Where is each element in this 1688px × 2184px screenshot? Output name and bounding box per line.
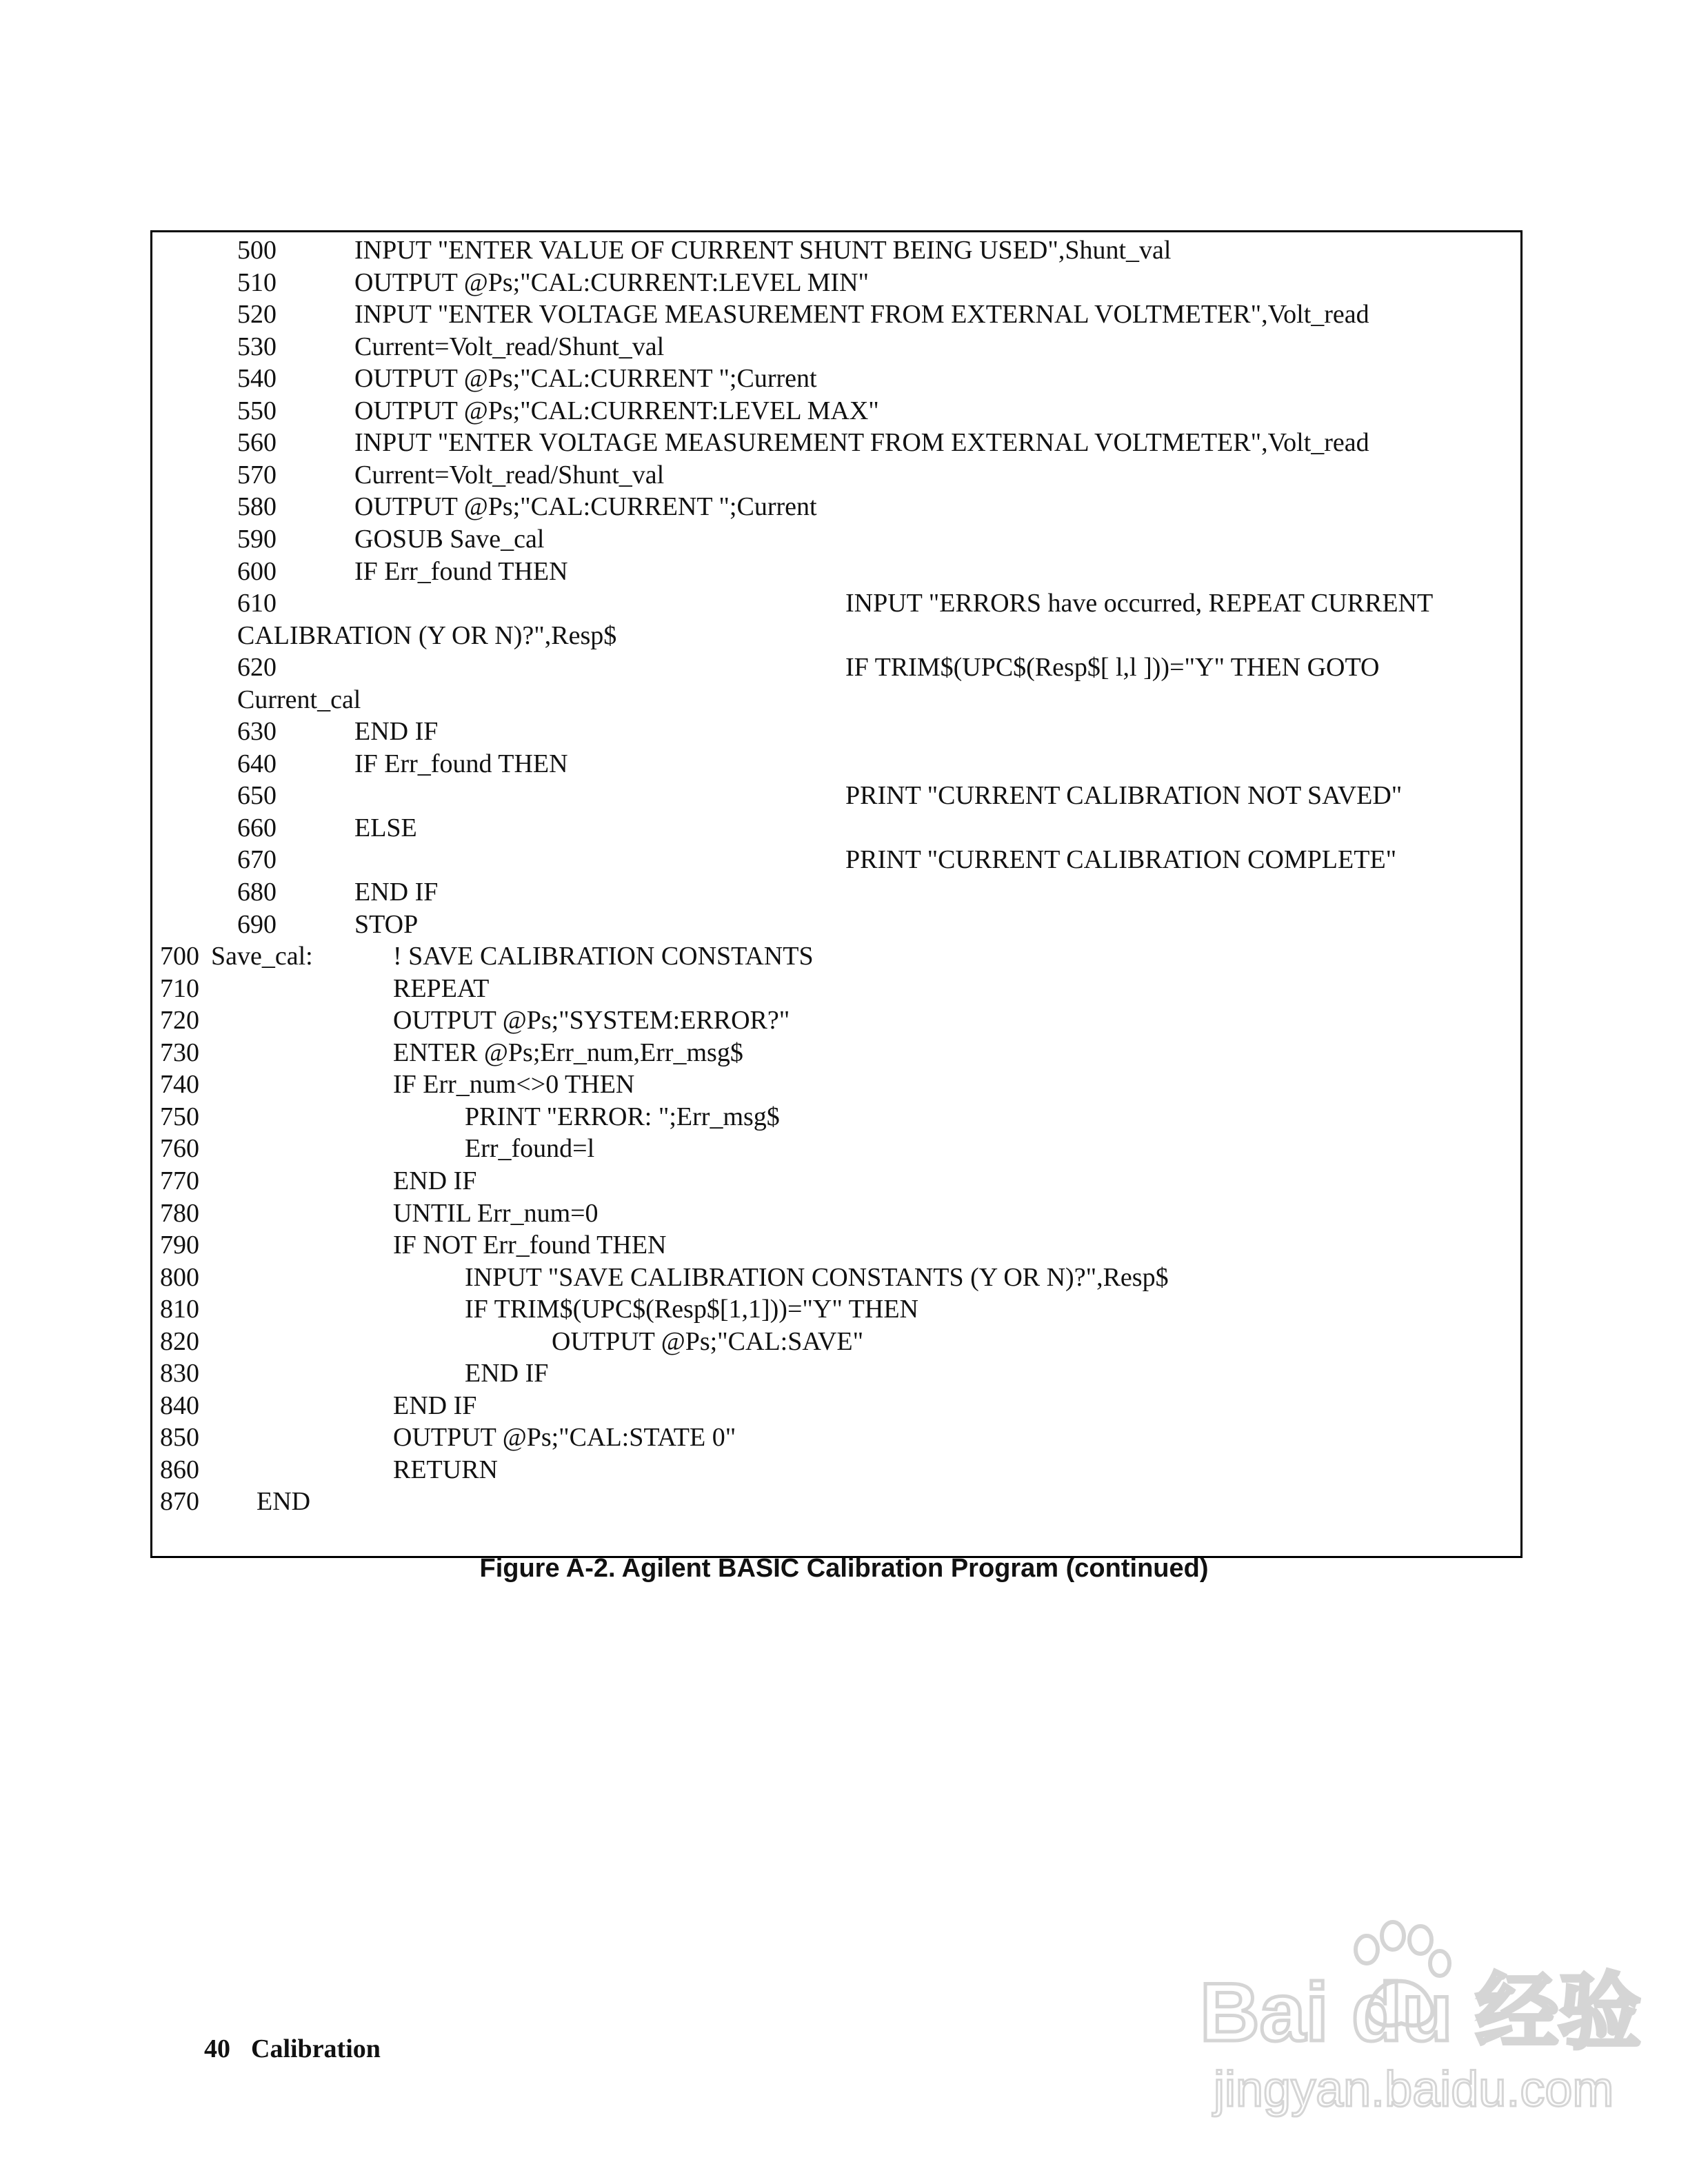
line-number: 850 [160,1423,199,1453]
line-number: 550 [237,396,277,425]
line-code: Current=Volt_read/Shunt_val [354,460,665,489]
line-code: END [257,1487,311,1517]
line-code: GOSUB Save_cal [354,524,545,554]
line-number: 860 [160,1455,199,1484]
line-code: ELSE [354,813,417,842]
line-number: 680 [237,878,277,907]
line-code: IF TRIM$(UPC$(Resp$[ l,l ]))="Y" THEN GOTO [845,653,1380,682]
line-code: END IF [465,1359,549,1388]
line-code: END IF [354,878,439,907]
line-number: 510 [237,267,277,297]
line-number: 610 [237,589,277,618]
line-code: IF Err_found THEN [354,749,568,778]
line-code: END IF [393,1166,477,1195]
line-code: OUTPUT @Ps;"CAL:CURRENT ";Current [354,364,817,394]
line-code: END IF [354,717,439,747]
line-number: 840 [160,1391,199,1420]
line-number: 670 [237,845,277,875]
baidu-watermark-logo [1186,1910,1642,2137]
line-code: OUTPUT @Ps;"CAL:SAVE" [552,1326,864,1356]
line-code: OUTPUT @Ps;"CAL:CURRENT:LEVEL MAX" [354,396,879,425]
line-code: OUTPUT @Ps;"SYSTEM:ERROR?" [393,1006,790,1035]
line-code: IF TRIM$(UPC$(Resp$[1,1]))="Y" THEN [465,1295,918,1324]
line-number: 760 [160,1134,199,1164]
line-code: ENTER @Ps;Err_num,Err_msg$ [393,1038,743,1067]
line-code: INPUT "ERRORS have occurred, REPEAT CURRENT [845,589,1434,618]
line-number: 800 [160,1262,199,1292]
line-number: 720 [160,1006,199,1035]
line-number: 820 [160,1326,199,1356]
line-code: INPUT "ENTER VOLTAGE MEASUREMENT FROM EXTERNAL VOLTMETER",Volt_read [354,428,1369,458]
line-code: ! SAVE CALIBRATION CONSTANTS [393,942,814,971]
line-code: PRINT "CURRENT CALIBRATION COMPLETE" [845,845,1397,875]
line-number: 660 [237,813,277,842]
line-code: PRINT "CURRENT CALIBRATION NOT SAVED" [845,781,1403,811]
line-code: STOP [354,909,419,939]
line-code: INPUT "ENTER VOLTAGE MEASUREMENT FROM EXTERNAL VOLTMETER",Volt_read [354,300,1369,330]
line-number: 750 [160,1102,199,1131]
line-code: Current=Volt_read/Shunt_val [354,332,665,361]
baidu-wordmark: Bai du 经验 [1200,1966,1642,2059]
watermark-url: jingyan.baidu.com [1214,2062,1614,2117]
line-number: 640 [237,749,277,778]
line-code: Err_found=l [465,1134,595,1164]
line-number: 580 [237,492,277,522]
line-number: 830 [160,1359,199,1388]
line-code: OUTPUT @Ps;"CAL:CURRENT:LEVEL MIN" [354,267,870,297]
line-number: 780 [160,1198,199,1228]
line-code: END IF [393,1391,477,1420]
line-code: OUTPUT @Ps;"CAL:CURRENT ";Current [354,492,817,522]
line-number: 790 [160,1231,199,1260]
line-number: 600 [237,556,277,586]
line-code: IF NOT Err_found THEN [393,1231,667,1260]
figure-caption: Figure A-2. Agilent BASIC Calibration Program (continued) [479,1554,1209,1583]
line-code: INPUT "ENTER VALUE OF CURRENT SHUNT BEING USED",Shunt_val [354,236,1172,265]
line-number: 730 [160,1038,199,1067]
line-number: 810 [160,1295,199,1324]
line-code: IF Err_num<>0 THEN [393,1070,635,1100]
line-number: 740 [160,1070,199,1100]
page-footer [204,2034,381,2064]
line-code: RETURN [393,1455,498,1484]
line-code: UNTIL Err_num=0 [393,1198,599,1228]
line-number: 560 [237,428,277,458]
line-number: 520 [237,300,277,330]
line-code: Current_cal [237,685,361,714]
line-number: 770 [160,1166,199,1195]
line-number: 630 [237,717,277,747]
line-number: 620 [237,653,277,682]
line-number: 700 [160,942,199,971]
section-name: Calibration [251,2034,381,2063]
line-code: IF Err_found THEN [354,556,568,586]
line-number: 650 [237,781,277,811]
line-code: PRINT "ERROR: ";Err_msg$ [465,1102,780,1131]
page-number: 40 [204,2034,230,2063]
line-code: REPEAT [393,973,490,1003]
line-number: 540 [237,364,277,394]
line-code: CALIBRATION (Y OR N)?",Resp$ [237,620,617,650]
line-number: 590 [237,524,277,554]
line-number: 570 [237,460,277,489]
line-number: 870 [160,1487,199,1517]
line-code: OUTPUT @Ps;"CAL:STATE 0" [393,1423,736,1453]
line-number: 710 [160,973,199,1003]
line-number: 500 [237,236,277,265]
line-number: 690 [237,909,277,939]
line-number: 530 [237,332,277,361]
line-code: INPUT "SAVE CALIBRATION CONSTANTS (Y OR N)?",Resp$ [465,1262,1169,1292]
line-code: Save_cal: [211,942,313,971]
